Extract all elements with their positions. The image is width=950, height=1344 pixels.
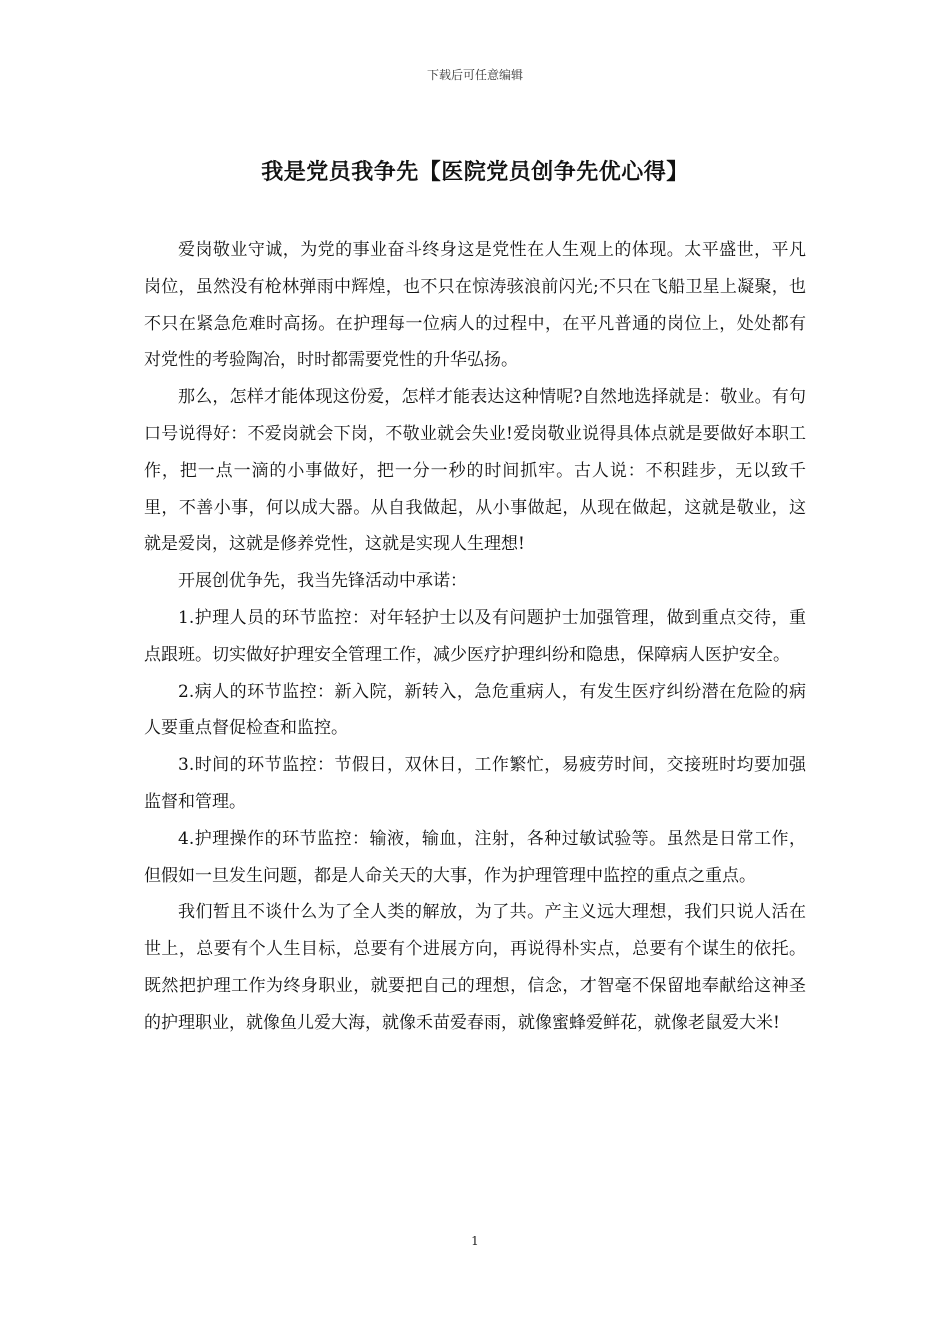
page-number: 1: [471, 1234, 479, 1248]
paragraph-2: 那么，怎样才能体现这份爱，怎样才能表达这种情呢?自然地选择就是：敬业。有句口号说得好：不爱岗就会下岗，不敬业就会失业!爱岗敬业说得具体点就是要做好本职工作，把一点一滴的小事做好，把一分一秒的时间抓牢。古人说：不积跬步，无以致千里，不善小事，何以成大器。从自我做起，从小事做起，从现在做起，这就是敬业，这就是爱岗，这就是修养党性，这就是实现人生理想!: [144, 387, 806, 555]
paragraph-3: 开展创优争先，我当先锋活动中承诺：: [178, 571, 467, 592]
header-note: 下载后可任意编辑: [426, 68, 523, 82]
paragraph-6: 3.时间的环节监控：节假日，双休日，工作繁忙，易疲劳时间，交接班时均要加强监督和管理。: [144, 755, 806, 812]
paragraph-1: 爱岗敬业守诚，为党的事业奋斗终身这是党性在人生观上的体现。太平盛世，平凡岗位，虽然没有枪林弹雨中辉煌，也不只在惊涛骇浪前闪光;不只在飞船卫星上凝聚，也不只在紧急危难时高扬。在护理每一位病人的过程中，在平凡普通的岗位上，处处都有对党性的考验陶冶，时时都需要党性的升华弘扬。: [144, 240, 806, 371]
paragraph-8: 我们暂且不谈什么为了全人类的解放，为了共。产主义远大理想，我们只说人活在世上，总要有个人生目标，总要有个进展方向，再说得朴实点，总要有个谋生的依托。既然把护理工作为终身职业，就要把自己的理想，信念，才智毫不保留地奉献给这神圣的护理职业，就像鱼儿爱大海，就像禾苗爱春雨，就像蜜蜂爱鲜花，就像老鼠爱大米!: [144, 902, 806, 1033]
paragraph-4: 1.护理人员的环节监控：对年轻护士以及有问题护士加强管理，做到重点交待，重点跟班。切实做好护理安全管理工作，减少医疗护理纠纷和隐患，保障病人医护安全。: [144, 607, 806, 665]
paragraph-5: 2.病人的环节监控：新入院，新转入，急危重病人，有发生医疗纠纷潜在危险的病人要重点督促检查和监控。: [144, 681, 806, 739]
paragraph-7: 4.护理操作的环节监控：输液，输血，注射，各种过敏试验等。虽然是日常工作，但假如一旦发生问题，都是人命关天的大事，作为护理管理中监控的重点之重点。: [144, 828, 806, 886]
document-title: 我是党员我争先【医院党员创争先优心得】: [261, 159, 689, 185]
document-body: [144, 232, 806, 1042]
